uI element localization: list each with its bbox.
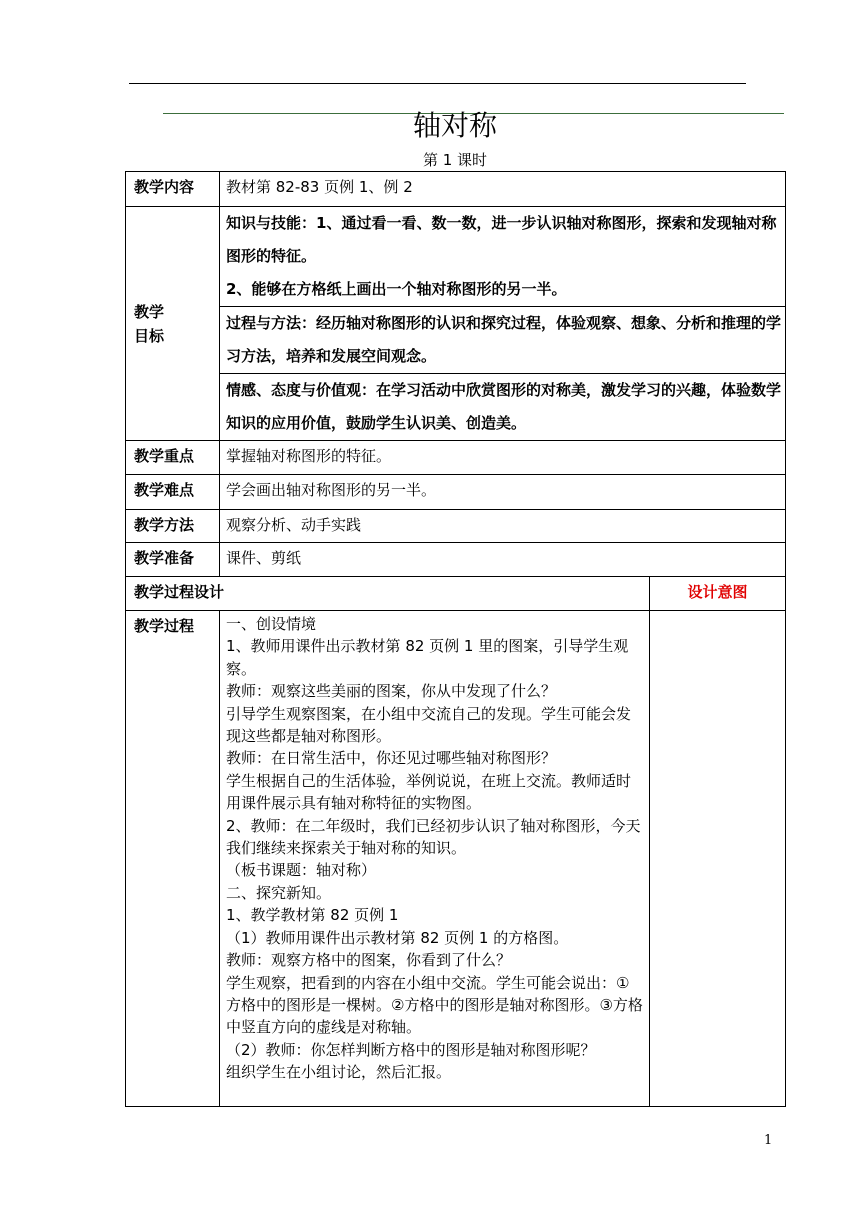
design-intent-cell: [650, 611, 786, 1107]
row-goals-process: [126, 307, 786, 374]
goal-knowledge-1: 知识与技能：1、通过看一看、数一数，进一步认识轴对称图形，探索和发现轴对称图形的特征。: [226, 214, 777, 265]
lesson-period: 第 1 课时: [422, 151, 488, 169]
process-line: 教师：在日常生活中，你还见过哪些轴对称图形？: [226, 749, 557, 768]
label-key-point: 教学重点: [126, 441, 220, 475]
row-design-header: [126, 577, 786, 611]
process-line: 2、教师：在二年级时，我们已经初步认识了轴对称图形，今天我们继续来探索关于轴对称的知识。: [226, 816, 641, 858]
process-line: 引导学生观察图案，在小组中交流自己的发现。学生可能会发现这些都是轴对称图形。: [226, 704, 632, 746]
process-line: 一、创设情境: [226, 615, 317, 633]
label-process: 教学过程: [126, 611, 220, 1107]
process-line: 学生观察，把看到的内容在小组中交流。学生可能会说出：①方格中的图形是一棵树。②方格中的图形是轴对称图形。③方格中竖直方向的虚线是对称轴。: [226, 973, 643, 1037]
process-line: 教师：观察这些美丽的图案，你从中发现了什么？: [226, 682, 557, 701]
row-preparation: [126, 543, 786, 577]
label-preparation: 教学准备: [126, 543, 220, 577]
label-difficulty: 教学难点: [126, 475, 220, 510]
value-content: 教材第 82-83 页例 1、例 2: [220, 172, 786, 207]
process-line: 组织学生在小组讨论，然后汇报。: [226, 1063, 452, 1082]
header-rule: [129, 83, 746, 84]
goal-knowledge-2: 2、能够在方格纸上画出一个轴对称图形的另一半。: [226, 280, 567, 298]
label-design-intent: 设计意图: [650, 577, 786, 611]
label-design: 教学过程设计: [126, 577, 650, 611]
row-goals-emotion: [126, 374, 786, 441]
value-method: 观察分析、动手实践: [220, 510, 786, 543]
row-key-point: [126, 441, 786, 475]
row-difficulty: [126, 475, 786, 510]
value-preparation: 课件、剪纸: [220, 543, 786, 577]
value-key-point: 掌握轴对称图形的特征。: [220, 441, 786, 475]
row-content: [126, 172, 786, 207]
goal-process: 过程与方法：经历轴对称图形的认识和探究过程，体验观察、想象、分析和推理的学习方法，培养和发展空间观念。: [220, 307, 786, 374]
goal-emotion: 情感、态度与价值观：在学习活动中欣赏图形的对称美，激发学习的兴趣，体验数学知识的应用价值，鼓励学生认识美、创造美。: [220, 374, 786, 441]
process-line: （板书课题：轴对称）: [226, 861, 377, 880]
process-line: 1、教师用课件出示教材第 82 页例 1 里的图案，引导学生观察。: [226, 637, 629, 678]
label-goals-line2: 目标: [134, 326, 165, 345]
label-content: 教学内容: [126, 172, 220, 207]
row-goals: [126, 207, 786, 307]
process-line: （2）教师：你怎样判断方格中的图形是轴对称图形呢？: [226, 1040, 596, 1059]
row-method: [126, 510, 786, 543]
process-line: （1）教师用课件出示教材第 82 页例 1 的方格图。: [226, 928, 569, 947]
process-line: 1、教学教材第 82 页例 1: [226, 906, 399, 925]
document-title: 轴对称: [412, 109, 497, 142]
process-line: 学生根据自己的生活体验，举例说说，在班上交流。教师适时用课件展示具有轴对称特征的实物图。: [226, 771, 632, 813]
goal-knowledge: [220, 207, 786, 307]
process-body: [220, 611, 650, 1107]
page-number: 1: [764, 1133, 773, 1148]
process-line: 二、探究新知。: [226, 883, 332, 902]
value-difficulty: 学会画出轴对称图形的另一半。: [220, 475, 786, 510]
process-line: 教师：观察方格中的图案，你看到了什么？: [226, 951, 512, 970]
label-goals: [126, 207, 220, 441]
lesson-plan-table: [125, 171, 786, 1107]
row-process: [126, 611, 786, 1107]
label-method: 教学方法: [126, 510, 220, 543]
label-goals-line1: 教学: [134, 302, 165, 321]
